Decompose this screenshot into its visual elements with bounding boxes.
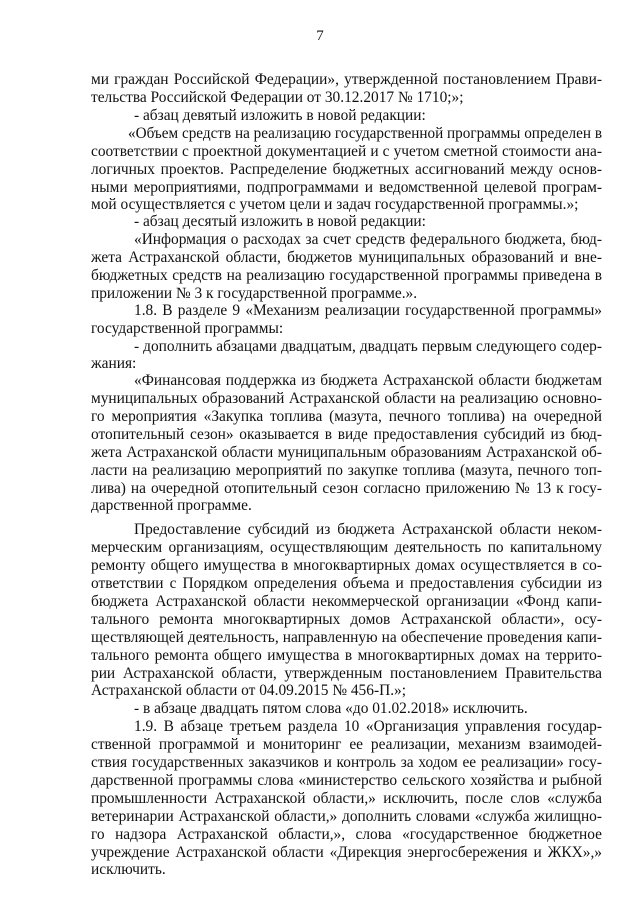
text-line: «Финансовая поддержка из бюджета Астраханской области бюджетам (134, 372, 602, 389)
text-line: отопительный сезон» оказывается в виде предоставления субсидий из бюд- (91, 426, 602, 443)
text-line: мерческим организациям, осуществляющим деятельность по капитальному (91, 539, 602, 556)
text-line: - дополнить абзацами двадцатым, двадцать первым следующего содер- (134, 338, 602, 355)
text-line: логичных проектов. Распределение бюджетных ассигнований между основ- (91, 161, 602, 178)
text-line: - абзац десятый изложить в новой редакции: (134, 213, 426, 230)
text-line: мой осуществляется с учетом цели и задач государственной программы.»; (91, 196, 579, 213)
text-line: «Информация о расходах за счет средств федерального бюджета, бюд- (134, 231, 602, 248)
text-line: Предоставление субсидий из бюджета Астраханской области неком- (134, 521, 602, 538)
text-line: бюджета Астраханской области некоммерческой организации «Фонд капи- (91, 593, 602, 610)
text-line: приложении № 3 к государственной программе.». (91, 285, 418, 302)
text-line: ремонту общего имущества в многоквартирных домах осуществляется в со- (91, 557, 602, 574)
text-line: дарственной программы слова «министерство сельского хозяйства и рыбной (91, 772, 602, 789)
text-line: соответствии с проектной документацией и с учетом сметной стоимости ана- (91, 143, 602, 160)
text-line: государственной программы: (91, 320, 284, 337)
text-line: Астраханской области от 04.09.2015 № 456-П.»; (91, 682, 407, 699)
text-line: жания: (91, 355, 137, 372)
text-line: муниципальных образований Астраханской области на реализацию основно- (91, 390, 602, 407)
text-line: учреждение Астраханской области «Дирекция энергосбережения и ЖКХ»,» (91, 844, 602, 861)
text-line: ответствии с Порядком определения объема и предоставления субсидии из (91, 575, 602, 592)
text-line: бюджетных средств на реализацию государственной программы приведена в (91, 267, 602, 284)
text-line: - абзац девятый изложить в новой редакции: (134, 107, 426, 124)
text-line: жета Астраханской области муниципальным образованиям Астраханской об- (91, 444, 602, 461)
text-line: 1.8. В разделе 9 «Механизм реализации государственной программы» (134, 302, 602, 319)
text-line: ными мероприятиями, подпрограммами и ведомственной целевой програм- (91, 179, 602, 196)
text-line: го надзора Астраханской области,», слова «государственное бюджетное (91, 826, 602, 843)
text-line: тельства Российской Федерации от 30.12.2017 № 1710;»; (91, 89, 464, 106)
text-line: промышленности Астраханской области,» исключить, после слов «служба (91, 790, 602, 807)
text-line: тального ремонта общего имущества в многоквартирных домах на террито- (91, 647, 602, 664)
text-line: ми граждан Российской Федерации», утвержденной постановлением Прави- (91, 71, 602, 88)
page-number: 7 (316, 28, 324, 44)
text-line: ветеринарии Астраханской области,» дополнить словами «служба жилищно- (91, 808, 602, 825)
text-line: тального ремонта многоквартирных домов Астраханской области», осу- (91, 611, 602, 628)
text-line: ласти на реализацию мероприятий по закупке топлива (мазута, печного топ- (91, 462, 602, 479)
text-line: рии Астраханской области, утвержденным постановлением Правительства (91, 665, 602, 682)
text-line: - в абзаце двадцать пятом слова «до 01.02.2018» исключить. (134, 700, 528, 717)
text-line: ственной программой и мониторинг ее реализации, механизм взаимодей- (91, 736, 602, 753)
text-line: дарственной программе. (91, 497, 252, 514)
text-line: жета Астраханской области, бюджетов муниципальных образований и вне- (91, 249, 602, 266)
text-line: ствия государственных заказчиков и контроль за ходом ее реализации» госу- (91, 754, 602, 771)
text-line: исключить. (91, 861, 166, 878)
text-line: 1.9. В абзаце третьем раздела 10 «Организация управления государ- (134, 718, 602, 735)
text-line: «Объем средств на реализацию государственной программы определен в (128, 125, 602, 142)
text-line: лива) на очередной отопительный сезон согласно приложению № 13 к госу- (91, 480, 602, 497)
text-line: го мероприятия «Закупка топлива (мазута, печного топлива) на очередной (91, 408, 602, 425)
text-line: ществляющей деятельность, направленную на обеспечение проведения капи- (91, 629, 602, 646)
